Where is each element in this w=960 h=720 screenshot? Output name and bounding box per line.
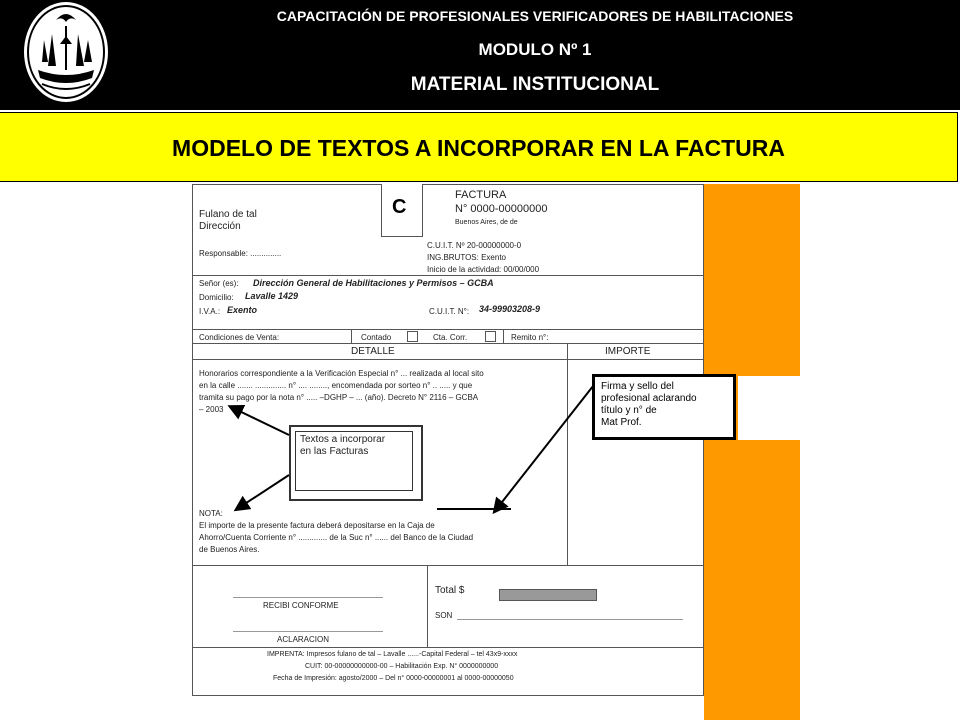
invoice-sample [192, 184, 704, 696]
module-title: MODULO Nº 1 [478, 40, 592, 59]
iva-label: I.V.A.: [199, 307, 221, 316]
aclaracion: ACLARACION [277, 635, 330, 644]
orange-bar-gap [738, 376, 800, 440]
firma-line-3: título y n° de [601, 405, 657, 416]
cuit-client-value: 34-99903208-9 [479, 304, 541, 314]
firma-annotation [592, 374, 736, 440]
senor-label: Señor (es): [199, 279, 239, 288]
arrows-layer [193, 185, 705, 697]
footer-line-2: CUIT: 00-00000000000-00 – Habilitación Exp. N° 0000000000 [305, 663, 499, 670]
iva-value: Exento [227, 305, 258, 315]
total-amount-field [499, 589, 597, 601]
orange-bar-left [704, 184, 738, 720]
detail-line-1: Honorarios correspondiente a la Verificación Especial n° ... realizada al local sito [199, 369, 484, 378]
orange-bar-right [738, 184, 800, 720]
cuit-client-label: C.U.I.T. N°: [429, 307, 470, 316]
emitter-name: Fulano de tal [199, 209, 257, 220]
nota-line-2: Ahorro/Cuenta Corriente n° ............. de la Suc n° ...... del Banco de la Ciudad [199, 533, 474, 542]
domicilio-value: Lavalle 1429 [245, 291, 299, 301]
detail-line-2: en la calle ....... .............. n° .... ........, encomendada por sorteo n° .. ..... y que [199, 381, 473, 390]
inicio-actividad: Inicio de la actividad: 00/00/000 [427, 265, 540, 274]
domicilio-label: Domicilio: [199, 293, 234, 302]
firma-line-1: Firma y sello del [601, 381, 674, 392]
header-bar [0, 0, 960, 110]
recibi-conforme: RECIBI CONFORME [263, 601, 339, 610]
course-title: CAPACITACIÓN DE PROFESIONALES VERIFICADORES DE HABILITACIONES [276, 8, 794, 24]
importe-header: IMPORTE [605, 346, 651, 357]
responsable: Responsable: .............. [199, 249, 282, 258]
nota-label: NOTA: [199, 509, 223, 518]
invoice-letter: C [392, 196, 407, 218]
material-title: MATERIAL INSTITUCIONAL [410, 74, 660, 95]
nota-line-3: de Buenos Aires. [199, 545, 260, 554]
arrow-to-signature [495, 381, 597, 511]
remito-label: Remito n°: [511, 333, 549, 342]
contado-label: Contado [361, 333, 392, 342]
ing-brutos: ING.BRUTOS: Exento [427, 253, 506, 262]
textos-line-1: Textos a incorporar [300, 434, 386, 445]
arrow-to-detail [231, 407, 289, 435]
section-banner [0, 112, 958, 182]
footer-line-1: IMPRENTA: Impresos fulano de tal – Lavalle ......-Capital Federal – tel 43x9-xxxx [267, 651, 518, 658]
city-seal-emblem [22, 0, 110, 104]
detail-line-3: tramita su pago por la nota n° ..... –DGHP – ... (año). Decreto N° 2116 – GCBA [199, 393, 479, 402]
nota-line-1: El importe de la presente factura deberá depositarse en la Caja de [199, 521, 435, 530]
firma-line-2: profesional aclarando [601, 393, 697, 404]
footer-line-3: Fecha de Impresión: agosto/2000 – Del n° 0000-00000001 al 0000-00000050 [273, 675, 514, 682]
doc-number: N° 0000-00000000 [455, 203, 548, 215]
textos-line-2: en las Facturas [300, 446, 369, 457]
firma-line-4: Mat Prof. [601, 417, 642, 428]
son-label: SON [435, 611, 453, 620]
total-label: Total $ [435, 585, 465, 596]
detalle-header: DETALLE [351, 346, 395, 357]
cta-corr-label: Cta. Corr. [433, 333, 468, 342]
condiciones-venta: Condiciones de Venta: [199, 333, 280, 342]
arrow-to-nota [237, 475, 289, 509]
section-banner-title: MODELO DE TEXTOS A INCORPORAR EN LA FACTURA [172, 135, 785, 161]
detail-line-4: – 2003 [199, 405, 224, 414]
doc-type: FACTURA [455, 189, 507, 201]
cuit-emitter: C.U.I.T. Nº 20-00000000-0 [427, 241, 522, 250]
emitter-address: Dirección [199, 221, 241, 232]
city-date: Buenos Aires, de de [455, 219, 518, 226]
senor-value: Dirección General de Habilitaciones y Permisos – GCBA [253, 278, 494, 288]
